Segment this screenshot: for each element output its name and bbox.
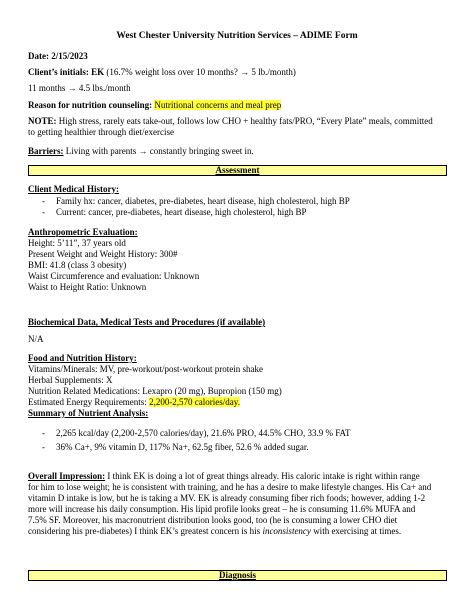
food-history-line: Herbal Supplements: X	[28, 375, 113, 385]
impression-line: vitamin D intake is low, but he is taking a MV. EK is already consuming fiber rich foods; however, adding 1-2	[28, 493, 426, 503]
impression-line: for him to lose weight; he is consistent with training, and he has a desire to make lifestyle changes. His Ca+ and	[28, 482, 432, 492]
nutrient-summary-text: 2,265 kcal/day (2,200-2,570 calories/day), 21.6% PRO, 44.5% CHO, 33.9 % FAT	[56, 428, 351, 438]
anthro-line: BMI: 41.8 (class 3 obesity)	[28, 260, 127, 270]
bullet-mark: -	[42, 442, 45, 452]
biochem-value: N/A	[28, 334, 44, 344]
diagnosis-header-label: Diagnosis	[218, 570, 256, 580]
impression-line: 7.5% SF. Moreover, his macronutrient distribution looks good, too (he is consuming a lower CHO diet	[28, 515, 398, 525]
note-label: NOTE:	[28, 116, 57, 126]
energy-label: Estimated Energy Requirements:	[28, 397, 150, 407]
diagnosis-header	[28, 570, 447, 581]
anthro-line: Waist Circumference and evaluation: Unknown	[28, 271, 200, 281]
nutrient-summary-heading: Summary of Nutrient Analysis:	[28, 408, 149, 418]
impression-line-last	[28, 526, 401, 537]
food-history-heading: Food and Nutrition History:	[28, 353, 137, 363]
barriers-label: Barriers:	[28, 146, 64, 156]
form-date: Date: 2/15/2023	[28, 51, 88, 61]
client-initials-label: Client’s initials: EK	[28, 67, 107, 77]
food-history-line: Nutrition Related Medications: Lexapro (20 mg), Bupropion (150 mg)	[28, 386, 282, 396]
reason-value: Nutritional concerns and meal prep	[154, 100, 282, 110]
note-line-1	[28, 116, 433, 127]
anthro-line: Height: 5’11”, 37 years old	[28, 238, 126, 248]
months-line: 11 months → 4.5 lbs./month	[28, 83, 131, 93]
energy-value: 2,200-2,570 calories/day.	[149, 397, 240, 407]
impression-last-after: with exercising at times.	[310, 526, 402, 536]
barriers-line	[28, 146, 254, 157]
food-history-line: Vitamins/Minerals: MV, pre-workout/post-workout protein shake	[28, 364, 264, 374]
biochem-heading: Biochemical Data, Medical Tests and Procedures (if available)	[28, 317, 266, 327]
impression-text-1: I think EK is doing a lot of great things already. His caloric intake is right within range	[105, 471, 420, 481]
client-history-heading: Client Medical History:	[28, 184, 119, 194]
client-history-text: Current: cancer, pre-diabetes, heart disease, high cholesterol, high BP	[56, 207, 307, 217]
energy-line	[28, 397, 240, 408]
impression-line-1	[28, 471, 420, 482]
assessment-header-label: Assessment	[215, 165, 260, 175]
impression-line: more will increase his daily consumption. His lipid profile looks great – he is consuming 11.6% MUFA and	[28, 504, 416, 514]
anthro-heading: Anthropometric Evaluation:	[28, 227, 138, 237]
impression-last-before: considering his pre-diabetes) I think EK’s greatest concern is his	[28, 526, 263, 536]
note-text-1: High stress, rarely eats take-out, follows low CHO + healthy fats/PRO, “Every Plate” meals, committed	[56, 116, 433, 126]
reason-line	[28, 100, 281, 111]
anthro-line: Waist to Height Ratio: Unknown	[28, 282, 147, 292]
anthro-line: Present Weight and Weight History: 300#	[28, 249, 178, 259]
bullet-mark: -	[42, 428, 45, 438]
nutrient-summary-text: 36% Ca+, 9% vitamin D, 117% Na+, 62.5g fiber, 52.6 % added sugar.	[56, 442, 309, 452]
note-line-2: to getting healthier through diet/exercise	[28, 127, 174, 137]
assessment-header	[28, 165, 447, 176]
form-title: West Chester University Nutrition Services – ADIME Form	[116, 31, 358, 41]
bullet-mark: -	[42, 196, 45, 206]
client-history-text: Family hx: cancer, diabetes, pre-diabetes, heart disease, high cholesterol, high BP	[56, 196, 350, 206]
impression-label: Overall Impression:	[28, 471, 106, 481]
bullet-mark: -	[42, 207, 45, 217]
client-initials-line	[28, 67, 296, 78]
barriers-value: Living with parents → constantly bringing sweet in.	[63, 146, 254, 156]
client-initials-detail: (16.7% weight loss over 10 months? → 5 lb./month)	[106, 67, 296, 77]
reason-label: Reason for nutrition counseling:	[28, 100, 155, 110]
impression-emphasis: inconsistency	[262, 526, 311, 536]
